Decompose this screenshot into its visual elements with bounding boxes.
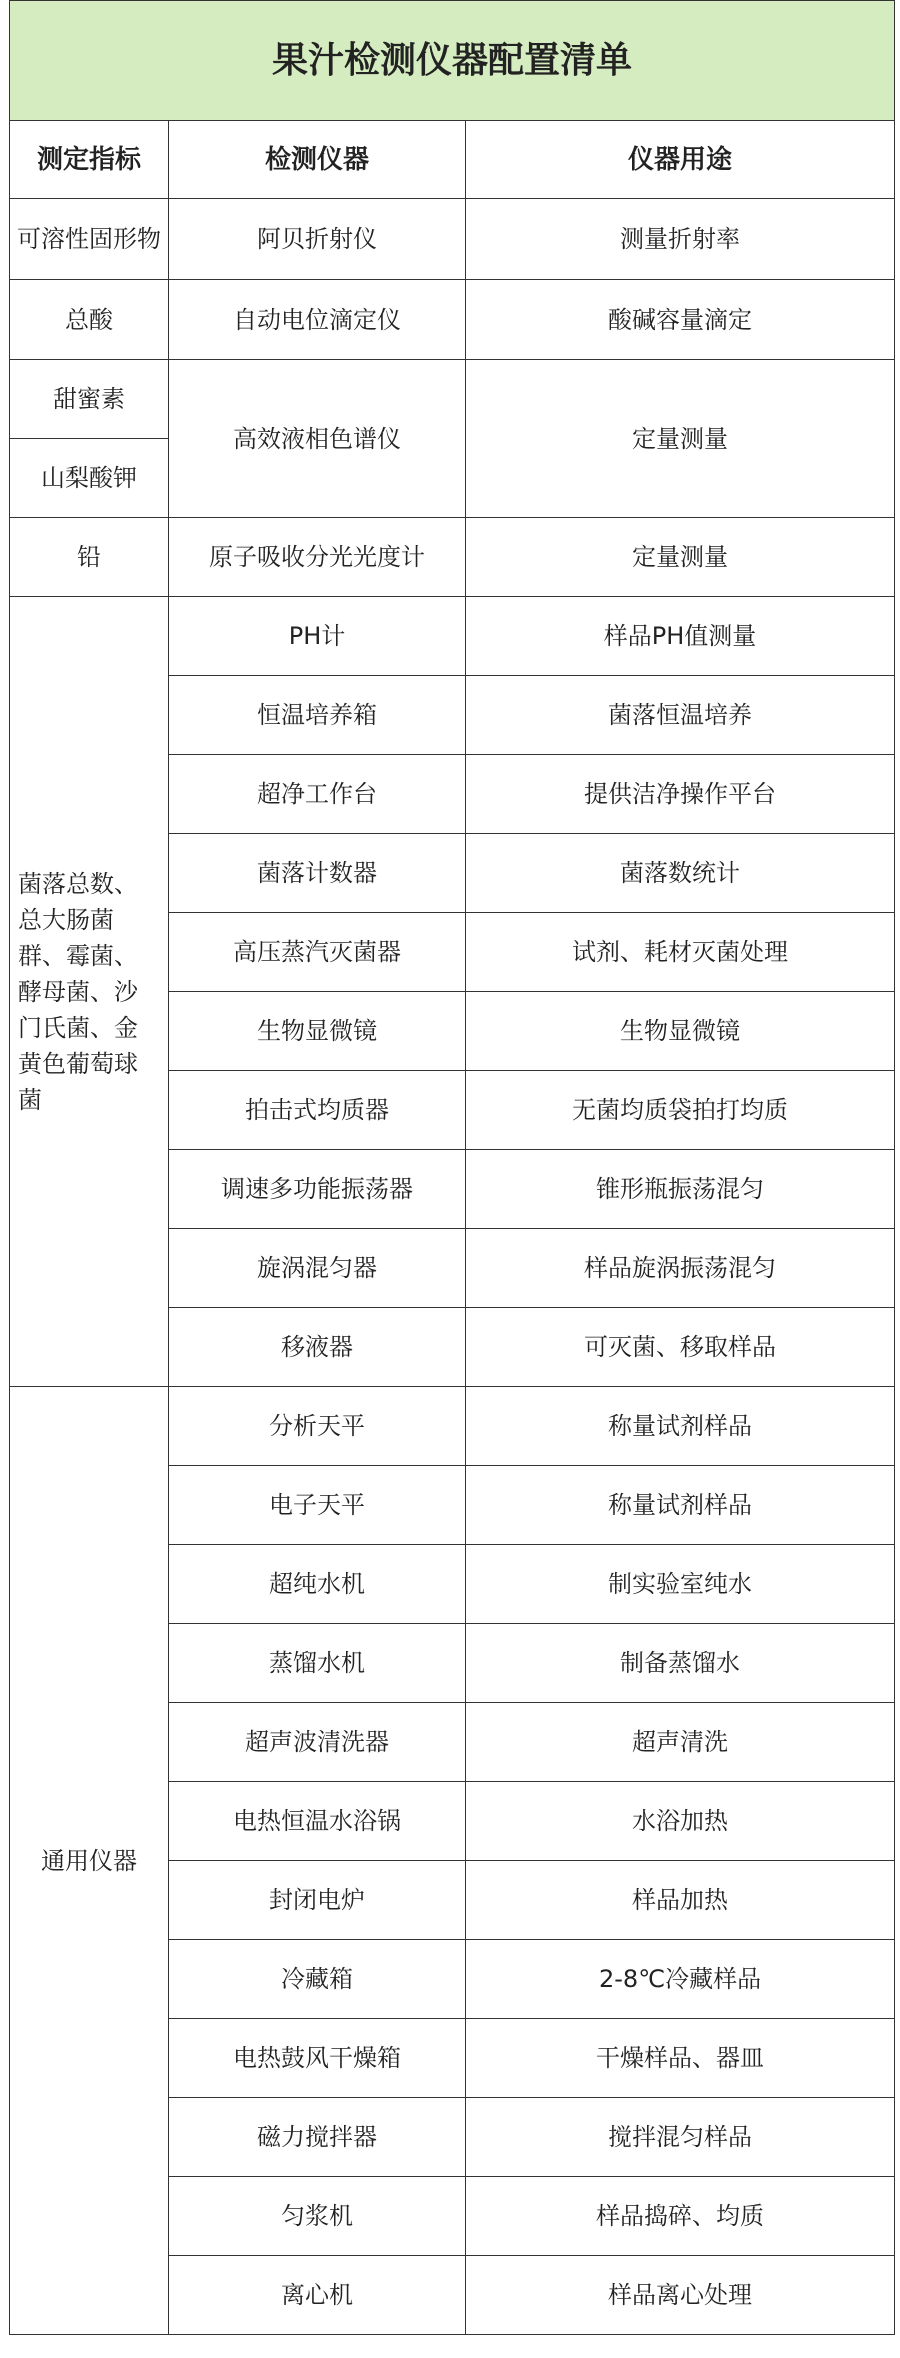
table-row xyxy=(10,518,895,597)
use-cell: 可灭菌、移取样品 xyxy=(466,1308,895,1387)
use-cell: 菌落数统计 xyxy=(466,834,895,913)
header-use: 仪器用途 xyxy=(466,121,895,199)
table-row xyxy=(10,1387,895,1466)
instrument-cell: 移液器 xyxy=(169,1308,466,1387)
table-row xyxy=(10,360,895,439)
instrument-cell: 冷藏箱 xyxy=(169,1940,466,2019)
use-cell: 称量试剂样品 xyxy=(466,1466,895,1545)
table-row xyxy=(10,199,895,280)
instrument-table xyxy=(9,0,895,2335)
instrument-cell: 菌落计数器 xyxy=(169,834,466,913)
use-cell: 称量试剂样品 xyxy=(466,1387,895,1466)
title-row xyxy=(10,1,895,121)
instrument-cell: 磁力搅拌器 xyxy=(169,2098,466,2177)
use-cell: 制备蒸馏水 xyxy=(466,1624,895,1703)
use-cell: 菌落恒温培养 xyxy=(466,676,895,755)
instrument-cell: 调速多功能振荡器 xyxy=(169,1150,466,1229)
use-cell: 锥形瓶振荡混匀 xyxy=(466,1150,895,1229)
use-cell: 样品旋涡振荡混匀 xyxy=(466,1229,895,1308)
use-cell: 定量测量 xyxy=(466,518,895,597)
use-cell: 超声清洗 xyxy=(466,1703,895,1782)
indicator-cell: 总酸 xyxy=(10,280,169,360)
instrument-cell: 生物显微镜 xyxy=(169,992,466,1071)
table-row xyxy=(10,597,895,676)
use-cell: 生物显微镜 xyxy=(466,992,895,1071)
instrument-cell: 电热鼓风干燥箱 xyxy=(169,2019,466,2098)
instrument-cell: 超纯水机 xyxy=(169,1545,466,1624)
indicator-cell: 甜蜜素 xyxy=(10,360,169,439)
instrument-cell: 高压蒸汽灭菌器 xyxy=(169,913,466,992)
use-cell: 试剂、耗材灭菌处理 xyxy=(466,913,895,992)
use-cell: 样品加热 xyxy=(466,1861,895,1940)
indicator-cell: 可溶性固形物 xyxy=(10,199,169,280)
use-cell: 定量测量 xyxy=(466,360,895,518)
instrument-cell: 超声波清洗器 xyxy=(169,1703,466,1782)
instrument-cell: 超净工作台 xyxy=(169,755,466,834)
instrument-cell: 蒸馏水机 xyxy=(169,1624,466,1703)
table-title: 果汁检测仪器配置清单 xyxy=(10,1,895,121)
indicator-cell: 山梨酸钾 xyxy=(10,439,169,518)
instrument-cell: 封闭电炉 xyxy=(169,1861,466,1940)
instrument-cell: 阿贝折射仪 xyxy=(169,199,466,280)
instrument-cell: 分析天平 xyxy=(169,1387,466,1466)
use-cell: 样品离心处理 xyxy=(466,2256,895,2335)
indicator-cell-general: 通用仪器 xyxy=(10,1387,169,2335)
use-cell: 2-8℃冷藏样品 xyxy=(466,1940,895,2019)
instrument-cell: 旋涡混匀器 xyxy=(169,1229,466,1308)
use-cell: 干燥样品、器皿 xyxy=(466,2019,895,2098)
instrument-cell: 自动电位滴定仪 xyxy=(169,280,466,360)
use-cell: 水浴加热 xyxy=(466,1782,895,1861)
instrument-cell: 原子吸收分光光度计 xyxy=(169,518,466,597)
header-indicator: 测定指标 xyxy=(10,121,169,199)
instrument-cell: PH计 xyxy=(169,597,466,676)
use-cell: 样品捣碎、均质 xyxy=(466,2177,895,2256)
indicator-cell-micro: 菌落总数、总大肠菌群、霉菌、酵母菌、沙门氏菌、金黄色葡萄球菌 xyxy=(10,597,169,1387)
use-cell: 提供洁净操作平台 xyxy=(466,755,895,834)
indicator-cell: 铅 xyxy=(10,518,169,597)
instrument-cell: 高效液相色谱仪 xyxy=(169,360,466,518)
use-cell: 搅拌混匀样品 xyxy=(466,2098,895,2177)
use-cell: 样品PH值测量 xyxy=(466,597,895,676)
instrument-cell: 拍击式均质器 xyxy=(169,1071,466,1150)
header-row xyxy=(10,121,895,199)
use-cell: 制实验室纯水 xyxy=(466,1545,895,1624)
header-instrument: 检测仪器 xyxy=(169,121,466,199)
instrument-cell: 离心机 xyxy=(169,2256,466,2335)
instrument-cell: 匀浆机 xyxy=(169,2177,466,2256)
instrument-cell: 恒温培养箱 xyxy=(169,676,466,755)
instrument-cell: 电热恒温水浴锅 xyxy=(169,1782,466,1861)
instrument-cell: 电子天平 xyxy=(169,1466,466,1545)
table-row xyxy=(10,280,895,360)
use-cell: 酸碱容量滴定 xyxy=(466,280,895,360)
use-cell: 测量折射率 xyxy=(466,199,895,280)
use-cell: 无菌均质袋拍打均质 xyxy=(466,1071,895,1150)
